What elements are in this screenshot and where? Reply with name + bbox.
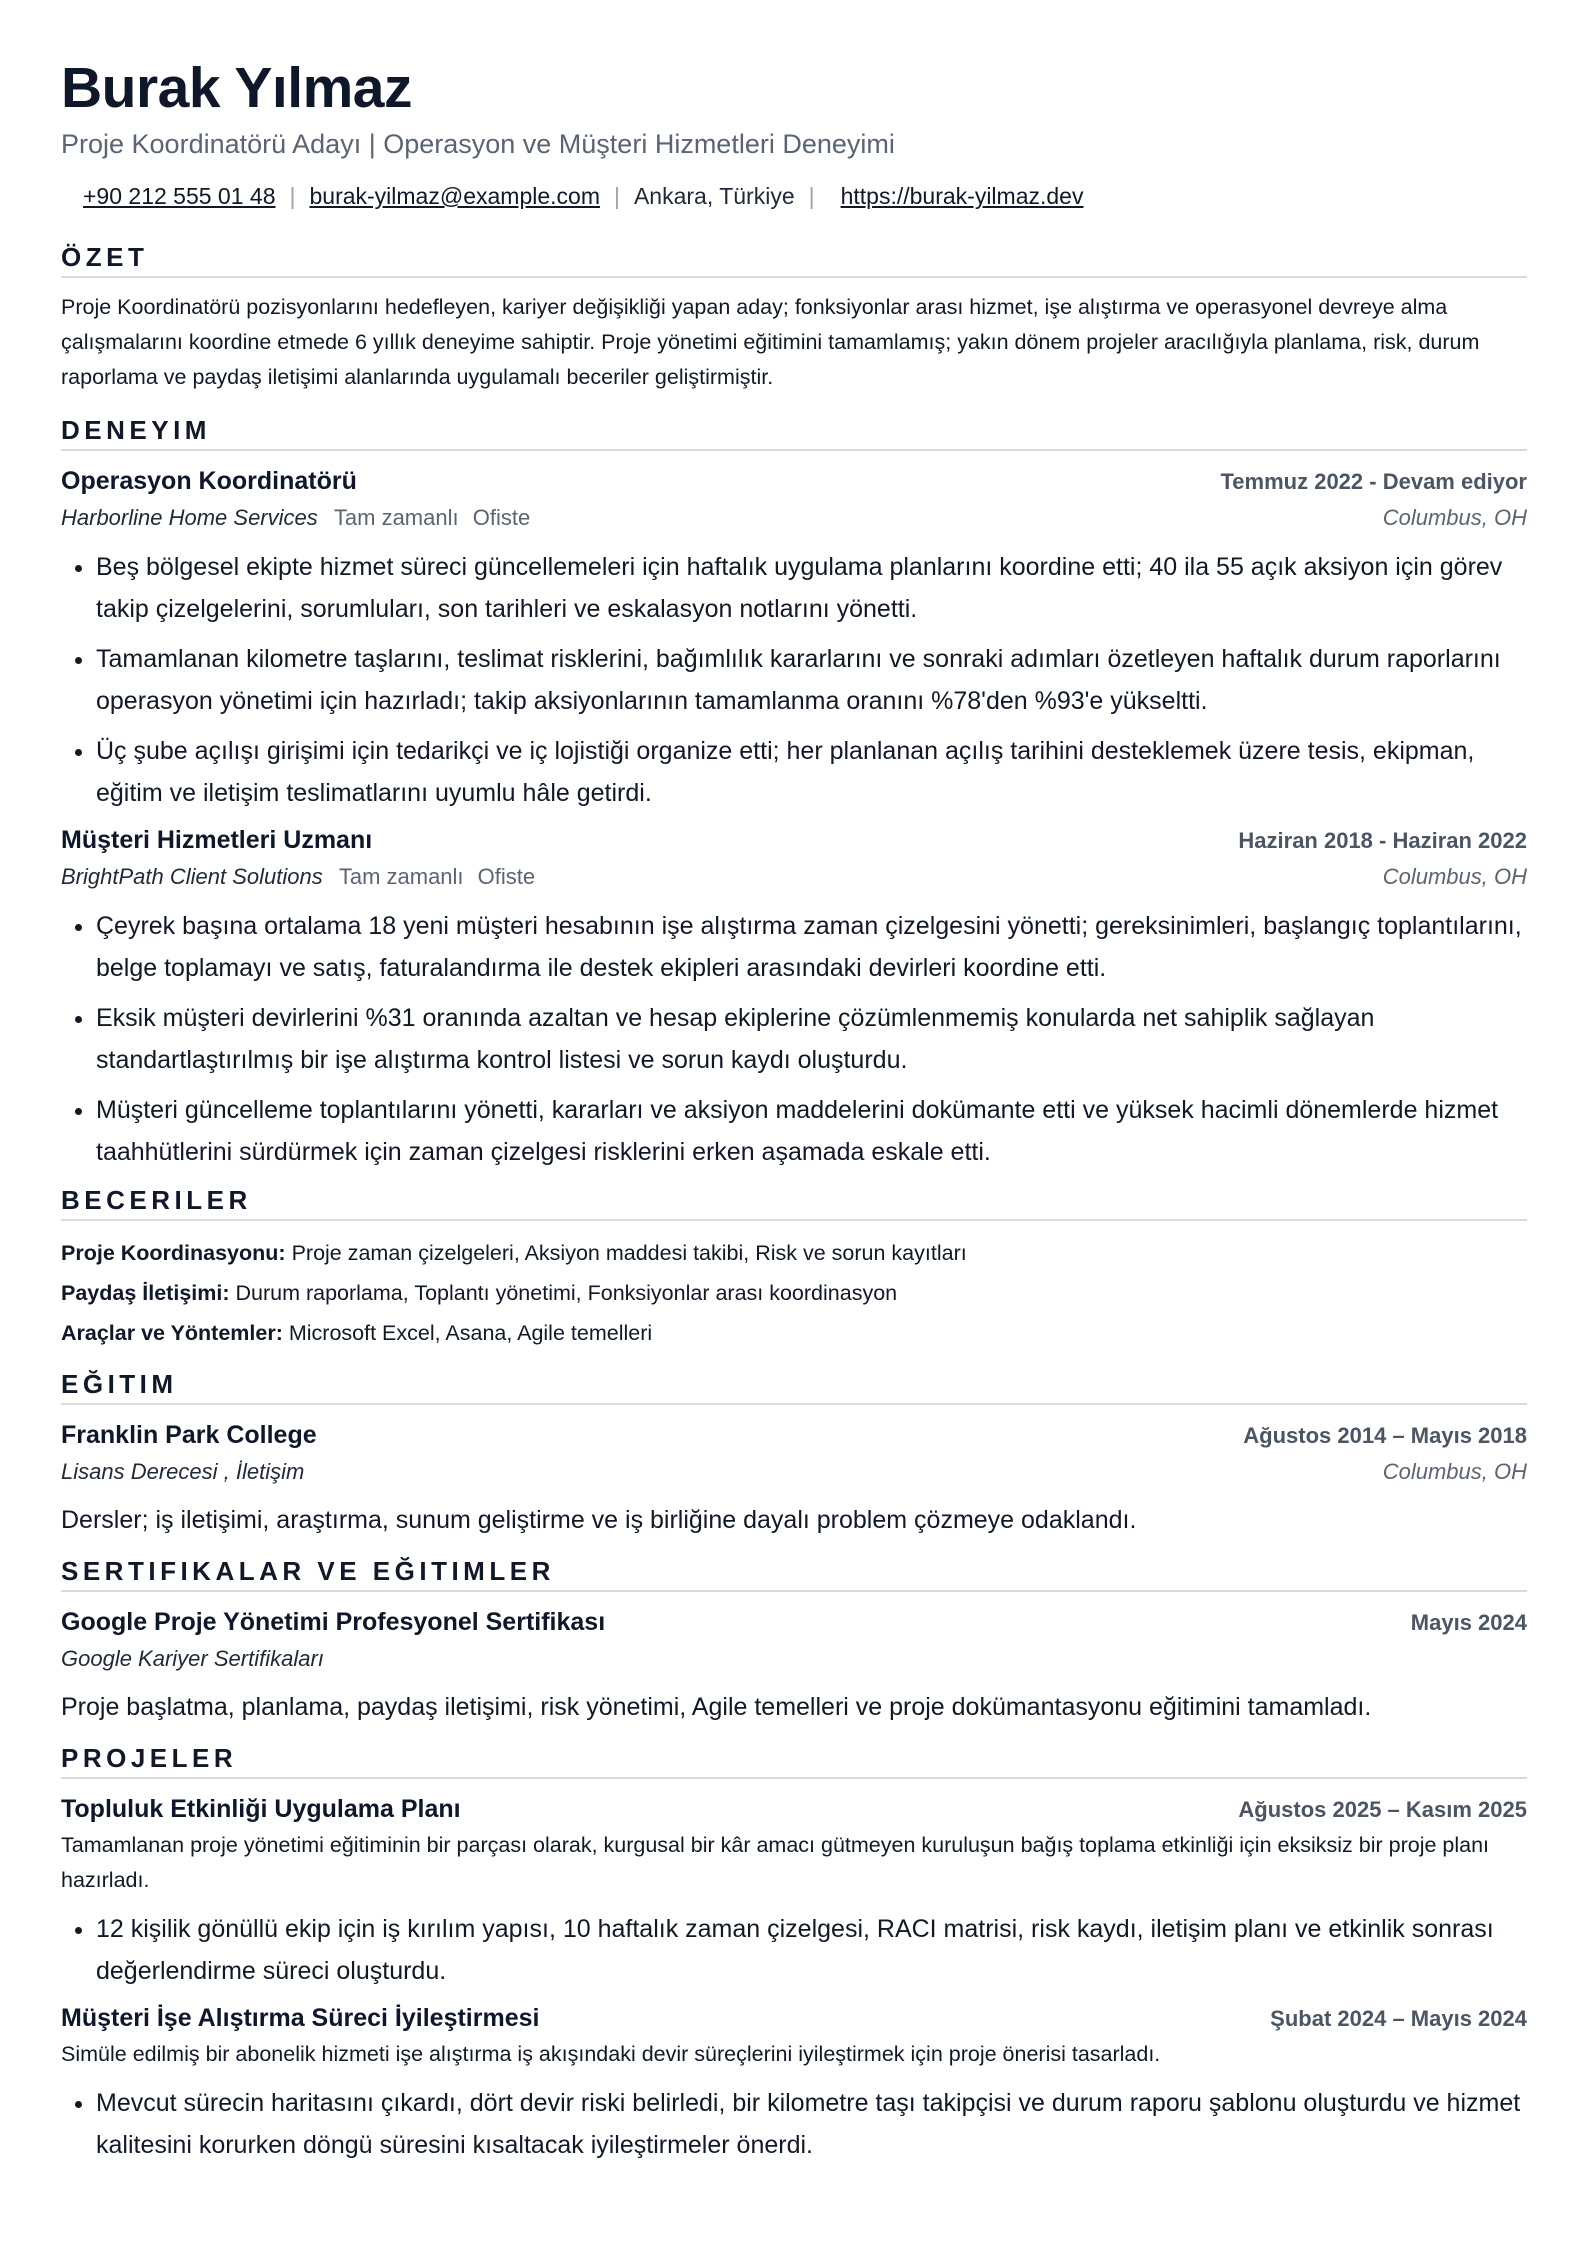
job-bullets bbox=[61, 905, 1527, 1173]
certification-note: Proje başlatma, planlama, paydaş iletişimi, risk yönetimi, Agile temelleri ve proje dokümantasyonu eğitimini tamamladı. bbox=[61, 1693, 1372, 1721]
education-date: Ağustos 2014 – Mayıs 2018 bbox=[1243, 1423, 1527, 1448]
project-description: Simüle edilmiş bir abonelik hizmeti işe alıştırma iş akışındaki devir süreçlerini iyileştirmek için proje önerisi tasarladı. bbox=[61, 2042, 1161, 2066]
project-date: Ağustos 2025 – Kasım 2025 bbox=[1238, 1797, 1527, 1822]
section-title-skills: BECERILER bbox=[61, 1185, 1527, 1221]
skill-row bbox=[61, 1233, 1527, 1273]
job-date: Haziran 2018 - Haziran 2022 bbox=[1238, 828, 1527, 853]
job-mode: Ofiste bbox=[477, 864, 536, 889]
candidate-name: Burak Yılmaz bbox=[61, 56, 412, 120]
project-bullet: • 12 kişilik gönüllü ekip için iş kırılım yapısı, 10 haftalık zaman çizelgesi, RACI matrisi, risk kaydı, iletişim planı ve etkinlik sonrası değerlendirme süreci oluşturdu. bbox=[96, 1908, 1527, 1992]
job-bullet: • Üç şube açılışı girişimi için tedarikçi ve iç lojistiği organize etti; her planlanan açılış tarihini desteklemek üzere tesis, ekipman, eğitim ve iletişim teslimatlarını uyumlu hâle getirdi. bbox=[96, 730, 1527, 814]
section-title-certifications: SERTIFIKALAR VE EĞITIMLER bbox=[61, 1556, 1527, 1592]
job-role: Müşteri Hizmetleri Uzmanı bbox=[61, 826, 373, 854]
projects-section bbox=[61, 1743, 1527, 2166]
candidate-tagline: Proje Koordinatörü Adayı | Operasyon ve Müşteri Hizmetleri Deneyimi bbox=[61, 129, 895, 159]
job-bullet: • Eksik müşteri devirlerini %31 oranında azaltan ve hesap ekiplerine çözümlenmemiş konularda net sahiplik sağlayan standartlaştırılmış bir işe alıştırma kontrol listesi ve sorun kaydı oluşturdu. bbox=[96, 997, 1527, 1081]
skill-label: Proje Koordinasyonu: bbox=[61, 1241, 286, 1265]
job-role: Operasyon Koordinatörü bbox=[61, 467, 357, 495]
job-company-line bbox=[61, 859, 535, 895]
skill-label: Paydaş İletişimi: bbox=[61, 1281, 230, 1305]
project-bullet: • Mevcut sürecin haritasını çıkardı, dört devir riski belirledi, bir kilometre taşı takipçisi ve durum raporu şablonu oluşturdu ve hizmet kalitesini korurken döngü süresini kısaltacak iyileştirmeler önerdi. bbox=[96, 2082, 1527, 2166]
education-location: Columbus, OH bbox=[1382, 1459, 1527, 1484]
project-date: Şubat 2024 – Mayıs 2024 bbox=[1270, 2006, 1527, 2031]
job-location: Columbus, OH bbox=[1382, 864, 1527, 889]
project-entry bbox=[61, 1791, 1527, 1992]
certifications-section bbox=[61, 1556, 1527, 1727]
contact-separator: | bbox=[808, 183, 815, 209]
certification-name: Google Proje Yönetimi Profesyonel Sertifikası bbox=[61, 1608, 606, 1636]
job-location: Columbus, OH bbox=[1382, 505, 1527, 530]
summary-text: Proje Koordinatörü pozisyonlarını hedefleyen, kariyer değişikliği yapan aday; fonksiyonlar arası hizmet, işe alıştırma ve operasyonel devreye alma çalışmalarını koordine etmede 6 yıllık deneyime sahiptir. Proje yönetimi eğitimini tamamlamış; yakın dönem projeler aracılığıyla planlama, risk, durum raporlama ve paydaş iletişimi alanlarında uygulamalı beceriler geliştirmiştir. bbox=[61, 295, 1480, 389]
project-bullets bbox=[61, 2082, 1527, 2166]
certification-date: Mayıs 2024 bbox=[1410, 1610, 1527, 1635]
job-entry bbox=[61, 822, 1527, 1173]
project-bullets bbox=[61, 1908, 1527, 1992]
job-date: Temmuz 2022 - Devam ediyor bbox=[1220, 469, 1527, 494]
section-title-education: EĞITIM bbox=[61, 1369, 1527, 1405]
job-type: Tam zamanlı bbox=[338, 864, 464, 889]
contact-bar bbox=[61, 180, 1527, 212]
contact-separator: | bbox=[289, 183, 296, 209]
section-title-summary: ÖZET bbox=[61, 242, 1527, 278]
section-title-projects: PROJELER bbox=[61, 1743, 1527, 1779]
skill-row bbox=[61, 1273, 1527, 1313]
job-bullet: • Çeyrek başına ortalama 18 yeni müşteri hesabının işe alıştırma zaman çizelgesini yönetti; gereksinimleri, başlangıç toplantılarını, belge toplamayı ve satış, faturalandırma ile destek ekipleri arasındaki devirleri koordine etti. bbox=[96, 905, 1527, 989]
website-link[interactable]: https://burak-yilmaz.dev bbox=[840, 183, 1084, 209]
skill-row bbox=[61, 1313, 1527, 1353]
school-name: Franklin Park College bbox=[61, 1421, 317, 1449]
job-company: BrightPath Client Solutions bbox=[61, 864, 323, 889]
contact-separator: | bbox=[613, 183, 620, 209]
project-name: Topluluk Etkinliği Uygulama Planı bbox=[61, 1795, 461, 1823]
degree-text: Lisans Derecesi , İletişim bbox=[61, 1459, 305, 1484]
project-description: Tamamlanan proje yönetimi eğitiminin bir parçası olarak, kurgusal bir kâr amacı gütmeyen kuruluşun bağış toplama etkinliği için eksiksiz bir proje planı hazırladı. bbox=[61, 1833, 1490, 1892]
skills-section bbox=[61, 1185, 1527, 1353]
job-type: Tam zamanlı bbox=[333, 505, 459, 530]
job-bullets bbox=[61, 546, 1527, 814]
job-bullet: • Müşteri güncelleme toplantılarını yönetti, kararları ve aksiyon maddelerini dokümante etti ve yüksek hacimli dönemlerde hizmet taahhütlerini sürdürmek için zaman çizelgesi risklerini erken aşamada eskale etti. bbox=[96, 1089, 1527, 1173]
job-entry bbox=[61, 463, 1527, 814]
project-entry bbox=[61, 2000, 1527, 2166]
education-section bbox=[61, 1369, 1527, 1540]
project-name: Müşteri İşe Alıştırma Süreci İyileştirmesi bbox=[61, 2004, 540, 2032]
skill-value: Proje zaman çizelgeleri, Aksiyon maddesi takibi, Risk ve sorun kayıtları bbox=[291, 1241, 967, 1265]
skill-value: Microsoft Excel, Asana, Agile temelleri bbox=[288, 1321, 653, 1345]
email-link[interactable]: burak-yilmaz@example.com bbox=[309, 183, 600, 209]
summary-section bbox=[61, 242, 1527, 395]
job-bullet: • Tamamlanan kilometre taşlarını, teslimat risklerini, bağımlılık kararlarını ve sonraki adımları özetleyen haftalık durum raporlarını operasyon yönetimi için hazırladı; takip aksiyonlarının tamamlanma oranını %78'den %93'e yükseltti. bbox=[96, 638, 1527, 722]
education-note: Dersler; iş iletişimi, araştırma, sunum geliştirme ve iş birliğine dayalı problem çözmeye odaklandı. bbox=[61, 1506, 1137, 1534]
job-mode: Ofiste bbox=[472, 505, 531, 530]
certification-entry bbox=[61, 1604, 1527, 1727]
skill-value: Durum raporlama, Toplantı yönetimi, Fonksiyonlar arası koordinasyon bbox=[235, 1281, 898, 1305]
job-company-line bbox=[61, 500, 530, 536]
experience-section bbox=[61, 415, 1527, 1173]
education-entry bbox=[61, 1417, 1527, 1540]
location-text: Ankara, Türkiye bbox=[633, 183, 795, 209]
certification-issuer: Google Kariyer Sertifikaları bbox=[61, 1646, 324, 1671]
section-title-experience: DENEYIM bbox=[61, 415, 1527, 451]
skill-label: Araçlar ve Yöntemler: bbox=[61, 1321, 283, 1345]
phone-link[interactable]: +90 212 555 01 48 bbox=[83, 183, 276, 209]
job-company: Harborline Home Services bbox=[61, 505, 318, 530]
job-bullet: • Beş bölgesel ekipte hizmet süreci güncellemeleri için haftalık uygulama planlarını koordine etti; 40 ila 55 açık aksiyon için görev takip çizelgelerini, sorumluları, son tarihleri ve eskalasyon notlarını yönetti. bbox=[96, 546, 1527, 630]
